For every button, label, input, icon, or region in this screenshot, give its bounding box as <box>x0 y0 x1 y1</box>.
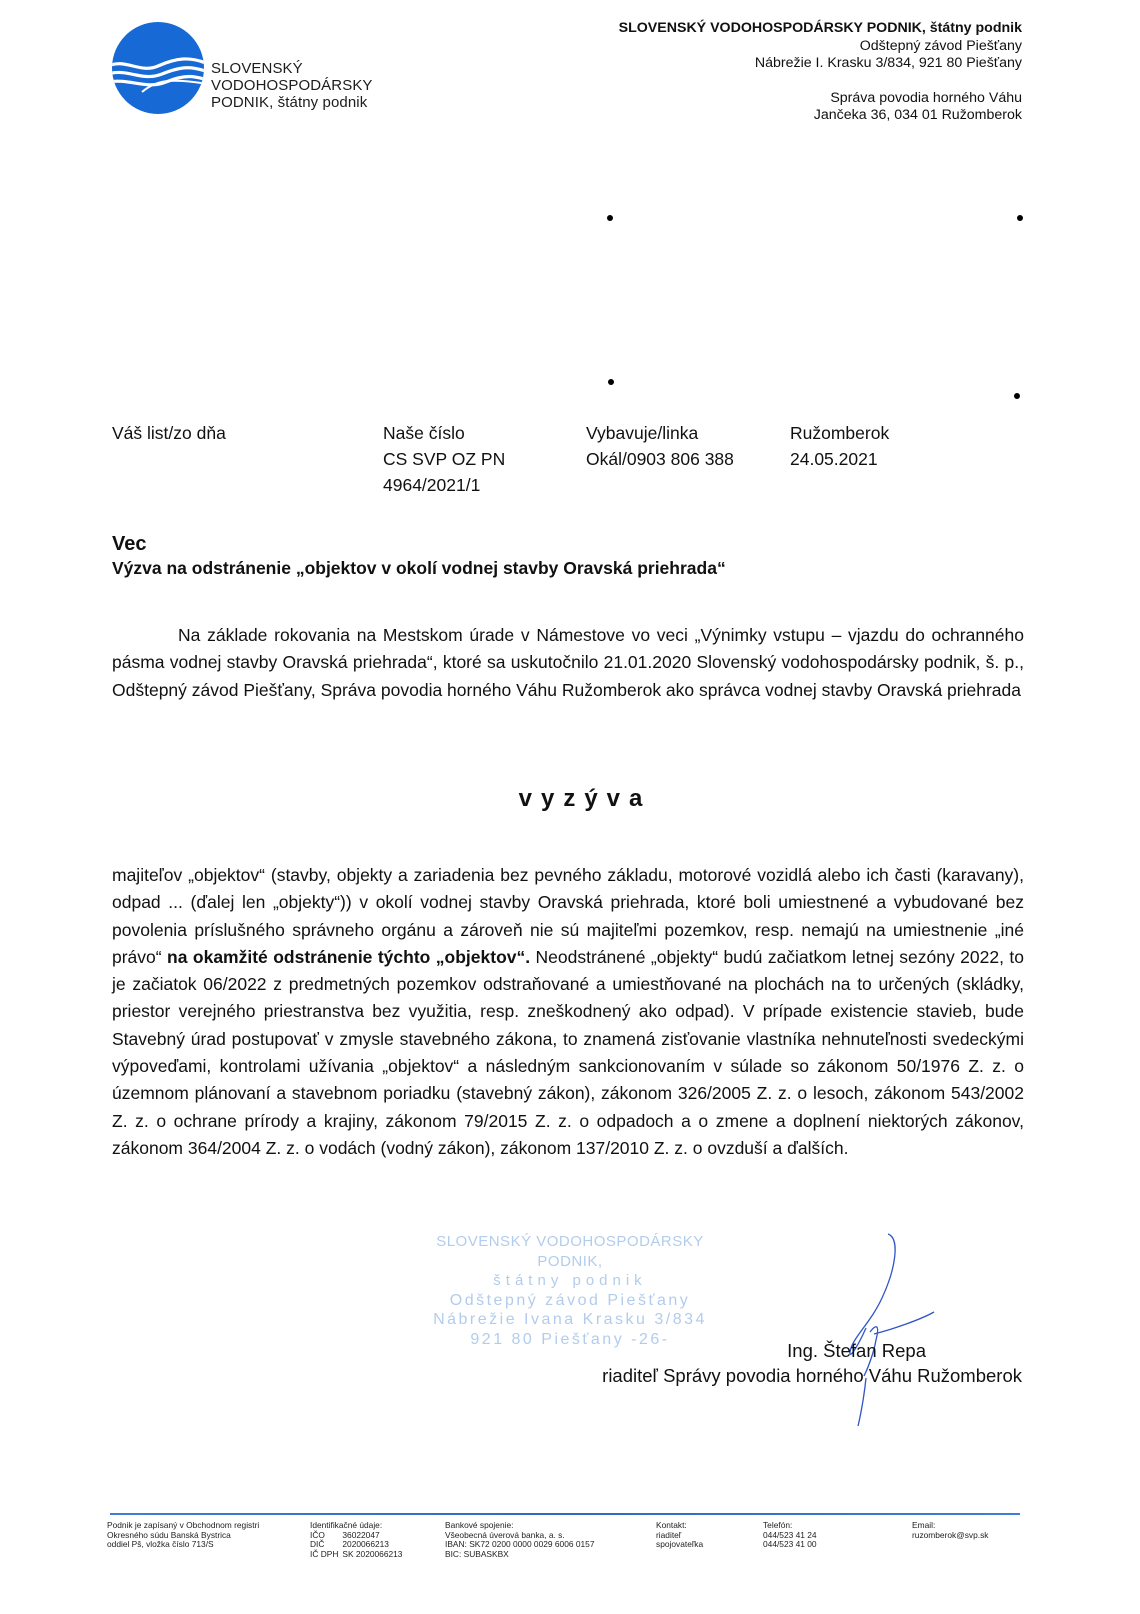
signer-position: riaditeľ Správy povodia horného Váhu Ružomberok <box>602 1365 1022 1386</box>
phone-number[interactable]: 044/523 41 00 <box>763 1539 817 1550</box>
bank-line: Všeobecná úverová banka, a. s. <box>445 1529 565 1540</box>
stamp-line: SLOVENSKÝ VODOHOSPODÁRSKY PODNIK, <box>436 1233 704 1270</box>
main-text-emphasis: na okamžité odstránenie týchto „objektov“. <box>167 946 531 967</box>
ident-value: 36022047 <box>342 1529 380 1540</box>
handled-by-value: Okál/0903 806 388 <box>586 449 734 469</box>
subject-label: Vec <box>112 533 147 555</box>
ident-label: Identifikačné údaje: <box>310 1520 383 1530</box>
email-label: Email: <box>912 1520 936 1530</box>
place: Ružomberok <box>790 423 890 443</box>
contact-line: spojovateľka <box>656 1539 704 1550</box>
footer-contact <box>656 1521 703 1550</box>
our-number-value: CS SVP OZ PN <box>383 449 506 469</box>
address-window-mark <box>1017 215 1023 221</box>
footer-registry <box>107 1521 259 1550</box>
bank-line: IBAN: SK72 0200 0000 0029 6006 0157 <box>445 1539 595 1550</box>
sender-branch: Odštepný závod Piešťany <box>859 37 1022 54</box>
address-window-mark <box>608 379 614 385</box>
contact-label: Kontakt: <box>656 1520 687 1530</box>
sender-office: Správa povodia horného Váhu <box>830 89 1022 106</box>
contact-line: riaditeľ <box>656 1529 682 1540</box>
phone-label: Telefón: <box>763 1520 793 1530</box>
footer-bank <box>445 1521 594 1559</box>
sender-address-block <box>619 20 1022 125</box>
signer-block <box>602 1338 1022 1388</box>
company-logo-icon <box>112 22 204 114</box>
handled-by-label: Vybavuje/linka <box>586 423 699 443</box>
signer-name: Ing. Štefan Repa <box>787 1340 926 1361</box>
ident-row <box>310 1550 414 1560</box>
our-number-value: 4964/2021/1 <box>383 475 481 495</box>
main-paragraph <box>112 862 1024 1162</box>
company-stamp <box>410 1232 730 1349</box>
logo-wordmark <box>211 60 373 111</box>
email-link[interactable]: ruzomberok@svp.sk <box>912 1529 989 1540</box>
subject-title: Výzva na odstránenie „objektov v okolí vodnej stavby Oravská priehrada“ <box>112 558 726 578</box>
footer-divider <box>110 1513 1020 1515</box>
address-window-mark <box>607 215 613 221</box>
your-letter-label: Váš list/zo dňa <box>112 423 226 443</box>
logo-line: SLOVENSKÝ <box>211 60 303 77</box>
logo-line: PODNIK, štátny podnik <box>211 94 368 111</box>
stamp-line: štátny podnik <box>493 1272 647 1289</box>
ident-key: IČ DPH <box>310 1548 339 1559</box>
handled-by <box>586 420 734 472</box>
ident-key: IČO <box>310 1529 325 1540</box>
registry-line: oddiel Pš, vložka číslo 713/S <box>107 1539 214 1550</box>
sender-org-name: SLOVENSKÝ VODOHOSPODÁRSKY PODNIK, štátny podnik <box>618 20 1022 36</box>
subject-block <box>112 532 726 580</box>
stamp-line: Nábrežie Ivana Krasku 3/834 <box>433 1311 707 1328</box>
intro-paragraph: Na základe rokovania na Mestskom úrade v Námestove vo veci „Výnimky vstupu – vjazdu do ochranného pásma vodnej stavby Oravská priehrada“, ktoré sa uskutočnilo 21.01.2020 Slovenský vodohospodársky podnik, š. p., Odštepný závod Piešťany, Správa povodia horného Váhu Ružomberok ako správca vodnej stavby Oravská priehrada <box>112 625 1024 700</box>
ident-value: 2020066213 <box>342 1539 389 1550</box>
footer-phone <box>763 1521 817 1550</box>
bank-label: Bankové spojenie: <box>445 1520 514 1530</box>
main-text: Neodstránené „objekty“ budú začiatkom letnej sezóny 2022, to je začiatok 06/2022 z predmetných pozemkov odstraňované a umiestňované na plochách na to určených (skládky, priestor verejného priestranstva bez využitia, resp. zneškodnený ako odpad). V prípade existencie stavieb, bude Stavebný úrad postupovať v zmysle stavebného zákona, to znamená zisťovanie vlastníka nehnuteľnosti svedeckými výpoveďami, kontrolami užívania „objektov“ a následným sankcionovaním v súlade so zákonom 50/1976 Z. z. o územnom plánovaní a stavebnom poriadku (stavebný zákon), zákonom 326/2005 Z. z. o lesoch, zákonom 543/2002 Z. z. o ochrane prírody a krajiny, zákonom 79/2015 Z. z. o odpadoch a o zmene a doplnení niektorých zákonov, zákonom 364/2004 Z. z. o vodách (vodný zákon), zákonom 137/2010 Z. z. o ovzduší a ďalších. <box>112 946 1024 1158</box>
registry-line: Podnik je zapísaný v Obchodnom registri <box>107 1520 260 1530</box>
footer-email <box>912 1521 988 1540</box>
bank-line: BIC: SUBASKBX <box>445 1548 509 1559</box>
stamp-line: Odštepný závod Piešťany <box>449 1291 691 1309</box>
stamp-line: 921 80 Piešťany -26- <box>470 1330 670 1348</box>
logo-line: VODOHOSPODÁRSKY <box>211 77 373 94</box>
place-date <box>790 420 889 472</box>
sender-branch-address: Nábrežie I. Krasku 3/834, 921 80 Piešťany <box>754 55 1022 71</box>
ident-value: SK 2020066213 <box>342 1548 403 1559</box>
phone-number[interactable]: 044/523 41 24 <box>763 1529 817 1540</box>
date: 24.05.2021 <box>790 449 878 469</box>
call-to-action-heading: vyzýva <box>518 785 652 812</box>
our-number <box>383 420 505 498</box>
sender-office-address: Jančeka 36, 034 01 Ružomberok <box>813 107 1022 123</box>
address-window-mark <box>1014 393 1020 399</box>
footer-identification <box>310 1521 414 1559</box>
our-number-label: Naše číslo <box>383 423 465 443</box>
handwritten-signature-icon <box>830 1228 950 1428</box>
ident-key: DIČ <box>310 1539 325 1550</box>
main-text: majiteľov „objektov“ (stavby, objekty a zariadenia bez pevného základu, motorové vozidlá alebo ich časti (karavany), odpad ... (ďalej len „objekty“)) v okolí vodnej stavby Oravská priehrada, ktoré boli umiestnené a vybudované bez povolenia príslušného správneho orgánu a zároveň nie sú majiteľmi pozemkov, resp. nemajú na umiestnenie „iné právo“ <box>112 865 1024 967</box>
registry-line: Okresného súdu Banská Bystrica <box>107 1529 231 1540</box>
